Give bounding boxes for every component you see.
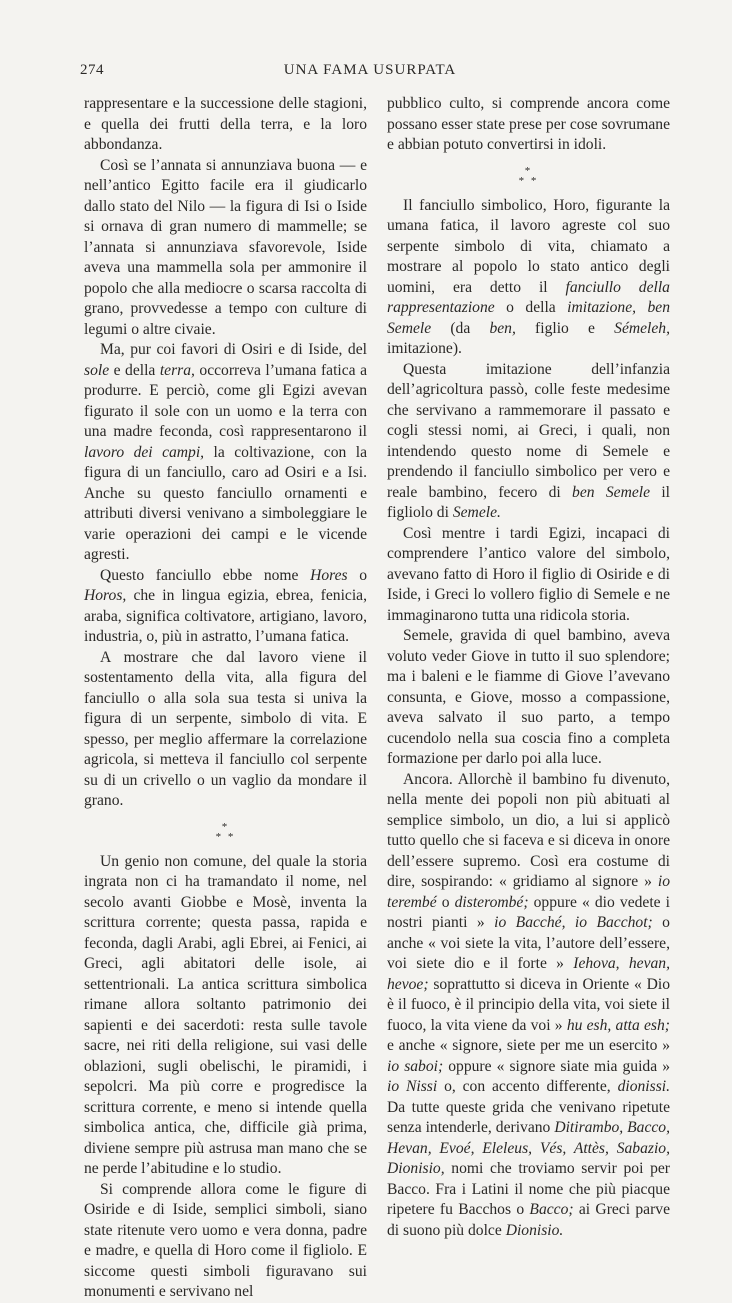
- running-title: UNA FAMA USURPATA: [283, 62, 457, 78]
- separator-star: *: [227, 830, 236, 843]
- paragraph: Il fanciullo simbolico, Horo, figurante la umana fatica, il lavoro agreste col suo serpente simbolo di vita, chiamato a mostrare al popolo lo stato antico degli uomini, era detto il fanciullo della rappresentazione o della imitazione, ben Semele (da ben, figlio e Sémeleh, imitazione).: [387, 196, 670, 357]
- paragraph: Così mentre i tardi Egizi, incapaci di comprendere l’antico valore del simbolo, avevano fatto di Horo il figlio di Osiride e di Iside, i Greci lo vollero figlio di Semele e ne immaginarono tutta una ridicola storia.: [387, 524, 670, 624]
- paragraph: rappresentare e la successione delle stagioni, e quella dei frutti della terra, e la loro abbondanza.: [84, 95, 367, 153]
- paragraph: Un genio non comune, del quale la storia ingrata non ci ha tramandato il nome, nel secolo avanti Giobbe e Mosè, inventa la scrittura corrente; questa passa, rapida e feconda, dagli Arabi, agli Ebrei, ai Fenici, ai Greci, agli abitatori delle isole, ai settentrionali. La antica scrittura simbolica rimane allora soltanto patrimonio dei sapienti e dei sacerdoti: resta sulle tavole sacre, nei riti della religione, sui vasi delle oblazioni, sugli obelischi, le piramidi, i sepolcri. Ma più corre e progredisce la scrittura corrente, e meno si intende quella simbolica antica, che, difficile già prima, diviene sempre più astrusa man mano che se ne perde l’abitudine e lo studio.: [84, 852, 367, 1177]
- paragraph: Così se l’annata si annunziava buona — e nell’antico Egitto facile era il giudicarlo dallo stato del Nilo — la figura di Isi o Iside si ornava di gran numero di mammelle; se l’annata si annunziava sfavorevole, Iside aveva una mammella sola per ammonire il popolo che alla mediocre o scarsa raccolta di grano, provvedesse a tempo con culture di legumi o altre civaie.: [84, 156, 367, 338]
- paragraph: Si comprende allora come le figure di Osiride e di Iside, semplici simboli, siano state ritenute vero uomo e vera donna, padre e madre, e quella di Horo come il figliolo. E siccome questi simboli figuravano sui monumenti e servivano nel: [84, 1180, 367, 1300]
- separator-star: *: [221, 820, 230, 833]
- right-column: [387, 94, 670, 1241]
- separator-star: *: [518, 174, 527, 187]
- paragraph: Questa imitazione dell’infanzia dell’agricoltura passò, colle feste medesime che servivano a rammemorare il passato e cogli stessi nomi, ai Greci, i quali, non intendendo questo nome di Semele e prendendo il fanciullo simbolico per vero e reale bambino, fecero di ben Semele il figliolo di Semele.: [387, 360, 670, 521]
- paragraph: Semele, gravida di quel bambino, aveva voluto veder Giove in tutto il suo splendore; ma i baleni e le fiamme di Giove l’avevano consunta, e Giove, mosso a compassione, aveva salvato il suo parto, a tempo cucendolo nella sua coscia fino a completa formazione per darlo poi alla luce.: [387, 627, 670, 767]
- separator-star: *: [530, 174, 539, 187]
- separator-star: *: [215, 830, 224, 843]
- paragraph: Ancora. Allorchè il bambino fu divenuto, nella mente dei popoli non più abituati al semplice simbolo, un dio, a lui si applicò tutto quello che si faceva e si diceva in onore dell’essere supremo. Così era costume di dire, sospirando: « gridiamo al signore » io terembé o disterombé; oppure « dio vedete i nostri pianti » io Bacché, io Bacchot; o anche « voi siete la vita, l’autore dell’essere, voi siete dio e il forte » Iehova, hevan, hevoe; soprattutto si diceva in Oriente « Dio è il fuoco, è il principio della vita, voi siete il fuoco, la vita viene da voi » hu esh, atta esh; e anche « signore, siete per me un esercito » io saboi; oppure « signore siate mia guida » io Nissi o, con accento differente, dionissi. Da tutte queste grida che venivano ripetute senza intenderle, derivano Ditirambo, Bacco, Hevan, Evoé, Eleleus, Vés, Attès, Sabazio, Dionisio, nomi che troviamo servir poi per Bacco. Fra i Latini il nome che più piacque ripetere fu Bacchos o Bacco; ai Greci parve di suono più dolce Dionisio.: [387, 770, 671, 1239]
- left-column: [84, 94, 367, 1303]
- page-header: [80, 62, 660, 84]
- paragraph: pubblico culto, si comprende ancora come possano esser state prese per cose sovrumane e abbian potuto convertirsi in idoli.: [387, 95, 670, 153]
- page-number: 274: [80, 62, 104, 78]
- section-separator: [84, 822, 367, 844]
- paragraph: Questo fanciullo ebbe nome Hores o Horos, che in lingua egizia, ebrea, fenicia, araba, significa coltivatore, artigiano, lavoro, industria, o, più in astratto, l’umana fatica.: [84, 566, 367, 645]
- paragraph: Ma, pur coi favori di Osiri e di Iside, del sole e della terra, occorreva l’umana fatica a produrre. E perciò, come gli Egizi avevan figurato il sole con un uomo e la terra con una madre feconda, così rappresentarono il lavoro dei campi, la coltivazione, con la figura di un fanciullo, caro ad Osiri e a Isi. Anche su questo fanciullo ornamenti e attributi diversi venivano a simboleggiare le varie operazioni dei campi e le vicende agresti.: [84, 341, 367, 563]
- separator-star: *: [524, 164, 533, 177]
- paragraph: A mostrare che dal lavoro viene il sostentamento della vita, alla figura del fanciullo o alla sola sua testa si univa la figura di un serpente, simbolo di vita. E spesso, per meglio affermare la correlazione agricola, si metteva il fanciullo col serpente su di un crivello o un vaglio da mondare il grano.: [84, 648, 367, 809]
- section-separator: [387, 166, 670, 188]
